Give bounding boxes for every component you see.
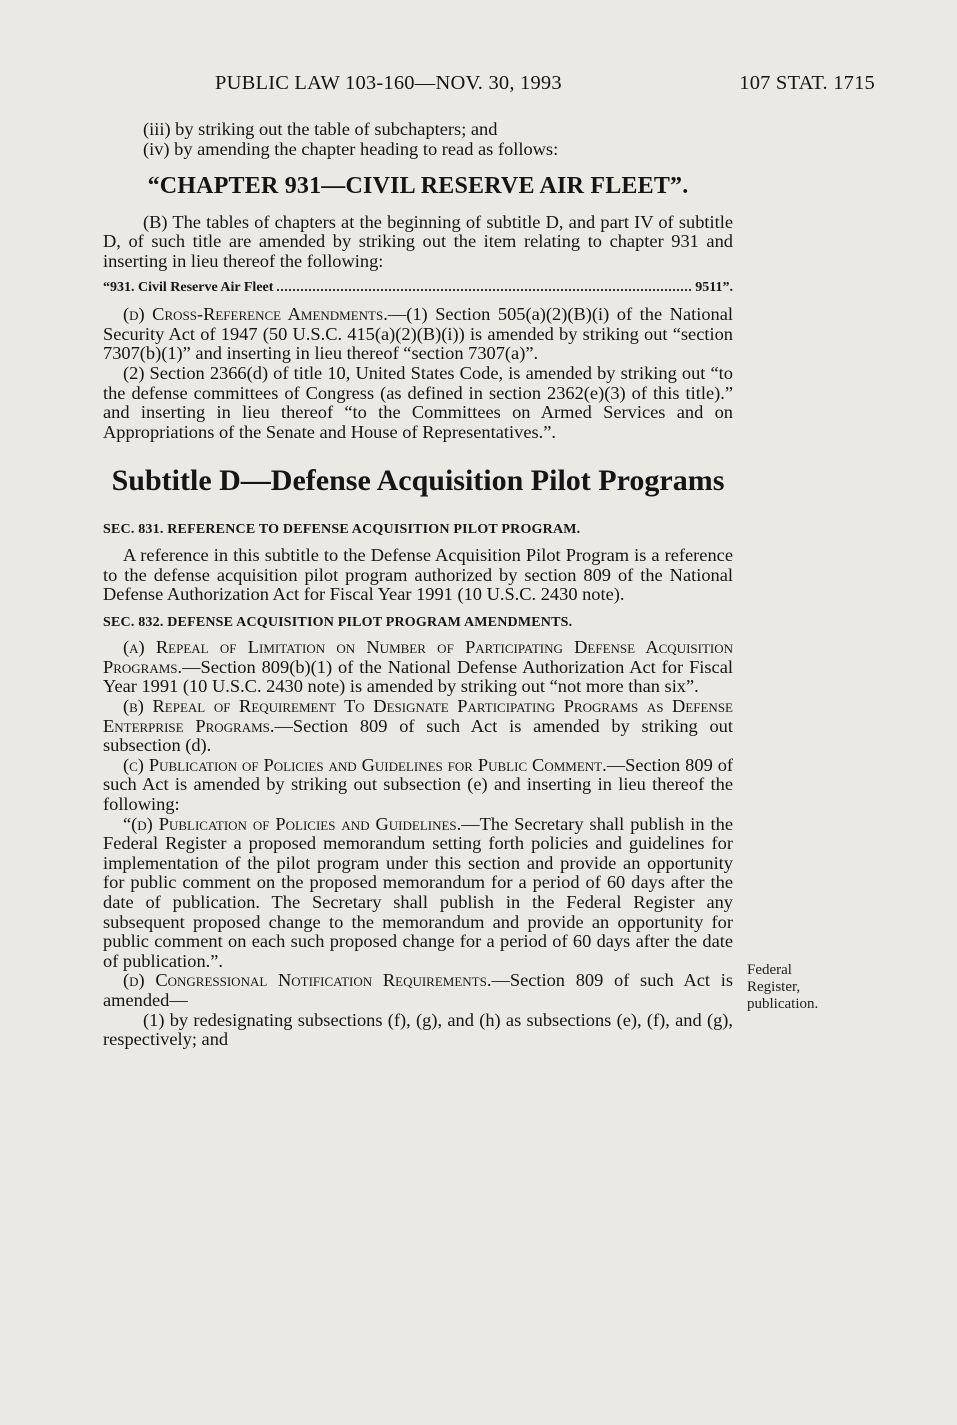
subtitle-heading: Subtitle D—Defense Acquisition Pilot Programs	[111, 464, 725, 498]
paragraph-d-congressional	[103, 971, 733, 1010]
margin-note-line: Federal	[747, 962, 792, 978]
paragraph-b: (B) The tables of chapters at the beginning of subtitle D, and part IV of subtitle D, of such title are amended by striking out the item relating to chapter 931 and inserting in lieu thereof the following:	[103, 211, 733, 271]
paragraph-d-cross-reference	[103, 305, 733, 364]
paragraph-iv: (iv) by amending the chapter heading to read as follows:	[143, 138, 559, 159]
paragraph-text: —Section 809 of such Act is amended by striking out subsection (d).	[103, 715, 733, 756]
paragraph-text: —Section 809 of such Act is amended by striking out subsection (e) and inserting in lieu thereof the following:	[103, 754, 734, 815]
paragraph-a-repeal-limitation	[103, 638, 733, 697]
paragraph-lead: (d) Congressional Notification Requirements.	[123, 970, 492, 991]
section-831-heading: SEC. 831. REFERENCE TO DEFENSE ACQUISITION PILOT PROGRAM.	[103, 522, 581, 538]
paragraph-iii: (iii) by striking out the table of subchapters; and	[143, 119, 498, 139]
paragraph-lead: (d) Cross-Reference Amendments.	[123, 304, 388, 325]
margin-note-line: Register,	[747, 979, 801, 995]
page-header	[215, 72, 875, 102]
paragraph-2: (2) Section 2366(d) of title 10, United States Code, is amended by striking out “to the defense committees of Congress (as defined in section 2362(e)(3) of this title).” and inserting in lieu thereof “to the Committees on Armed Services and on Appropriations of the Senate and House of Representatives.”.	[103, 362, 733, 442]
paragraph-text: —Section 809(b)(1) of the National Defense Authorization Act for Fiscal Year 1991 (10 U.S.C. 2430 note) is amended by striking out “not more than six”.	[103, 656, 733, 697]
paragraph-lead: (c) Publication of Policies and Guidelines for Public Comment.	[123, 754, 607, 775]
table-of-chapters-entry	[103, 278, 733, 298]
section-832-heading: SEC. 832. DEFENSE ACQUISITION PILOT PROGRAM AMENDMENTS.	[103, 614, 573, 630]
paragraph-b-repeal-requirement	[103, 697, 733, 756]
toc-entry-number: 9511”.	[695, 279, 733, 295]
document-body	[103, 120, 733, 1050]
paragraph-text: —(1) Section 505(a)(2)(B)(i) of the National Security Act of 1947 (50 U.S.C. 415(a)(2)(B)(i)) is amended by striking out “section 7307(b)(1)” and inserting in lieu thereof “section 7307(a)”.	[103, 304, 733, 364]
toc-leader-dots	[277, 289, 691, 291]
paragraph-lead: (a) Repeal of Limitation on Number of Participating Defense Acquisition Programs.	[103, 637, 733, 677]
header-law-citation: PUBLIC LAW 103-160—NOV. 30, 1993	[215, 72, 562, 94]
paragraph-c-publication	[103, 756, 733, 815]
chapter-heading: “CHAPTER 931—CIVIL RESERVE AIR FLEET”.	[147, 173, 689, 200]
paragraph-text: —Section 809 of such Act is amended—	[103, 970, 733, 1010]
paragraph-lead: (b) Repeal of Requirement To Designate Participating Programs as Defense Enterprise Programs.	[103, 696, 733, 736]
paragraph-quoted-d	[103, 815, 733, 972]
header-stat-page: 107 STAT. 1715	[739, 72, 875, 94]
section-831-text: A reference in this subtitle to the Defense Acquisition Pilot Program is a reference to the defense acquisition pilot program authorized by section 809 of the National Defense Authorization Act for Fiscal Year 1991 (10 U.S.C. 2430 note).	[103, 544, 733, 605]
paragraph-1-redesignating: (1) by redesignating subsections (f), (g), and (h) as subsections (e), (f), and (g), respectively; and	[103, 1009, 733, 1050]
paragraph-text: —The Secretary shall publish in the Federal Register a proposed memorandum setting forth policies and guidelines for implementation of the pilot program under this section and provide an opportunity for public comment on the proposed memorandum for a period of 60 days after the date of publication. The Secretary shall publish in the Federal Register any subsequent proposed change to the memorandum and provide an opportunity for public comment on each such proposed change for a period of 60 days after the date of publication.”.	[103, 813, 733, 971]
margin-note	[747, 962, 818, 1013]
paragraph-lead: “(d) Publication of Policies and Guidelines.	[123, 813, 462, 834]
margin-note-line: publication.	[747, 996, 819, 1012]
toc-entry-label: “931. Civil Reserve Air Fleet	[103, 279, 274, 295]
